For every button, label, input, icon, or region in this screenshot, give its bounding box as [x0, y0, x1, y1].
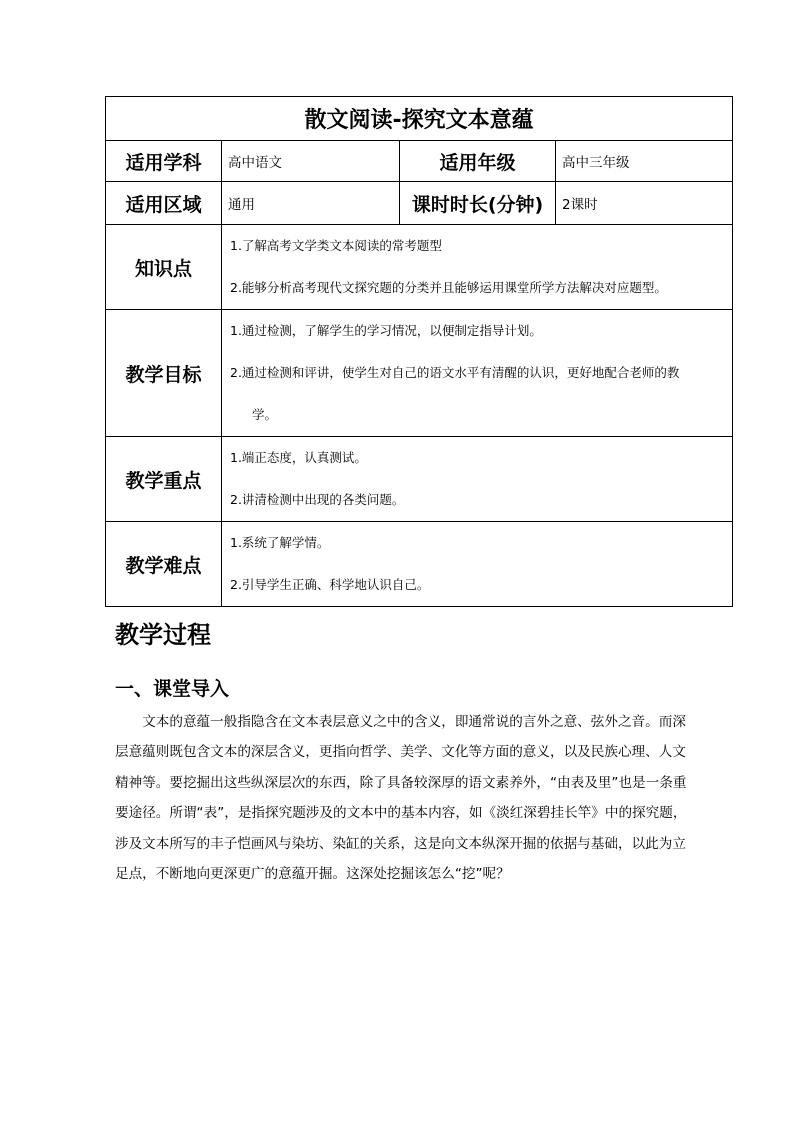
region-value: 通用 [222, 182, 400, 225]
process-heading: 教学过程 [115, 621, 211, 649]
knowledge-content [222, 225, 733, 310]
knowledge-line: 1.了解高考文学类文本阅读的常考题型 [230, 238, 442, 253]
grade-value: 高中三年级 [556, 141, 733, 182]
focus-label: 教学重点 [106, 437, 222, 522]
difficulty-line: 2.引导学生正确、科学地认识自己。 [230, 577, 430, 592]
goals-label: 教学目标 [106, 310, 222, 437]
grade-label: 适用年级 [400, 141, 556, 182]
difficulty-content [222, 522, 733, 607]
duration-value: 2课时 [556, 182, 733, 225]
lesson-title: 散文阅读-探究文本意蕴 [106, 97, 733, 141]
focus-line: 2.讲清检测中出现的各类问题。 [230, 492, 405, 507]
region-label: 适用区域 [106, 182, 222, 225]
difficulty-label: 教学难点 [106, 522, 222, 607]
knowledge-label: 知识点 [106, 225, 222, 310]
goals-line: 2.通过检测和评讲，使学生对自己的语文水平有清醒的认识，更好地配合老师的教 [230, 365, 680, 380]
focus-content [222, 437, 733, 522]
subject-value: 高中语文 [222, 141, 400, 182]
knowledge-line: 2.能够分析高考现代文探究题的分类并且能够运用课堂所学方法解决对应题型。 [230, 280, 667, 295]
subject-label: 适用学科 [106, 141, 222, 182]
focus-line: 1.端正态度，认真测试。 [230, 450, 367, 465]
section1-paragraph: 文本的意蕴一般指隐含在文本表层意义之中的含义，即通常说的言外之意、弦外之音。而深层意蕴则既包含文本的深层含义，更指向哲学、美学、文化等方面的意义，以及民族心理、人文精神等。要挖掘出这些纵深层次的东西，除了具备较深厚的语文素养外，“由表及里”也是一条重要途径。所谓“表”，是指探究题涉及的文本中的基本内容，如《淡红深碧挂长竿》中的探究题，涉及文本所写的丰子恺画风与染坊、染缸的关系，这是向文本纵深开掘的依据与基础，以此为立足点，不断地向更深更广的意蕴开掘。这深处挖掘该怎么“挖”呢？ [115, 714, 687, 883]
difficulty-line: 1.系统了解学情。 [230, 535, 330, 550]
section1-heading: 一、课堂导入 [115, 678, 230, 700]
goals-line: 学。 [252, 407, 278, 422]
duration-label: 课时时长(分钟) [400, 182, 556, 225]
lesson-info-table [105, 96, 733, 607]
goals-line: 1.通过检测，了解学生的学习情况，以便制定指导计划。 [230, 323, 542, 338]
goals-content [222, 310, 733, 437]
